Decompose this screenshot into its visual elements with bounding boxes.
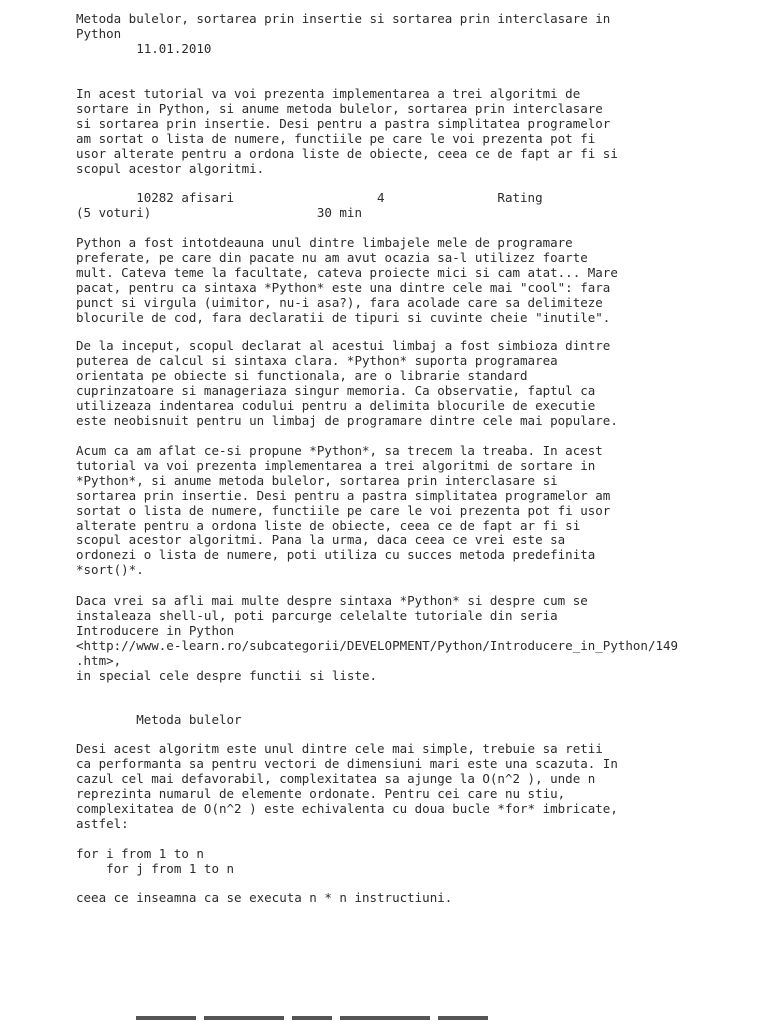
document-date: 11.01.2010	[76, 41, 212, 56]
paragraph-python-favorite: Python a fost intotdeauna unul dintre limbajele mele de programare preferate, pe care din pacate nu am avut ocazia sa-l utilizez foarte mult. Cateva teme la facultate, cateva proiecte mici si cam atat... Mare pacat, pentru ca sintaxa *Python* este una dintre cele mai "cool": fara punct si virgula (uimitor, nu-i asa?), fara acolade care sa delimiteze blocurile de cod, fara declaratii de tipuri si cuvinte cheie "inutile".	[76, 235, 618, 325]
section-heading-bubble-sort: Metoda bulelor	[76, 712, 242, 727]
paragraph-conclusion: ceea ce inseamna ca se executa n * n instructiuni.	[76, 890, 453, 905]
code-snippet: for i from 1 to n for j from 1 to n	[76, 846, 235, 876]
cut-off-next-line	[76, 1016, 756, 1024]
paragraph-tutorial-scope: Acum ca am aflat ce-si propune *Python*, sa trecem la treaba. In acest tutorial va voi prezenta implementarea a trei algoritmi de sortare in *Python*, si anume metoda bulelor, sortarea prin interclasare si sortarea prin insertie. Desi pentru a pastra simplitatea programelor am sortat o lista de numere, functiile pe care le voi prezenta pot fi usor alterate pentru a ordona liste de obiecte, ceea ce de fapt ar fi si scopul acestor algoritmi. Pana la urma, daca ceea ce vrei este sa ordonezi o lista de numere, poti utiliza cu succes metoda predefinita *sort()*.	[76, 443, 611, 578]
document-title: Metoda bulelor, sortarea prin insertie si sortarea prin interclasare in Python	[76, 11, 611, 41]
paragraph-bubble-sort: Desi acest algoritm este unul dintre cele mai simple, trebuie sa retii ca performanta sa pentru vectori de dimensiuni mari este una scazuta. In cazul cel mai defavorabil, complexitatea sa ajunge la O(n^2 ), unde n reprezinta numarul de elemente ordonate. Pentru cei care nu stiu, complexitatea de O(n^2 ) este echivalenta cu doua bucle *for* imbricate, astfel:	[76, 741, 618, 831]
paragraph-language-goals: De la inceput, scopul declarat al acestui limbaj a fost simbioza dintre puterea de calcul si sintaxa clara. *Python* suporta programarea orientata pe obiecte si functionala, are o librarie standard cuprinzatoare si manageriaza singur memoria. Ca observatie, faptul ca utilizeaza indentarea codului pentru a delimita blocurile de executie este neobisnuit pentru un limbaj de programare dintre cele mai populare.	[76, 338, 618, 428]
paragraph-further-reading: Daca vrei sa afli mai multe despre sintaxa *Python* si despre cum se instaleaza shell-ul, poti parcurge celelalte tutoriale din seria Introducere in Python <http://www.e-learn.ro/subcategorii/DEVELOPMENT/Python/Introducere_in_Python/149 .htm>, in special cele despre functii si liste.	[76, 593, 679, 683]
article-stats: 10282 afisari 4 Rating (5 voturi) 30 min	[76, 190, 543, 220]
intro-paragraph: In acest tutorial va voi prezenta implementarea a trei algoritmi de sortare in Python, si anume metoda bulelor, sortarea prin interclasare si sortarea prin insertie. Desi pentru a pastra simplitatea programelor am sortat o lista de numere, functiile pe care le voi prezenta pot fi usor alterate pentru a ordona liste de obiecte, ceea ce de fapt ar fi si scopul acestor algoritmi.	[76, 86, 618, 176]
